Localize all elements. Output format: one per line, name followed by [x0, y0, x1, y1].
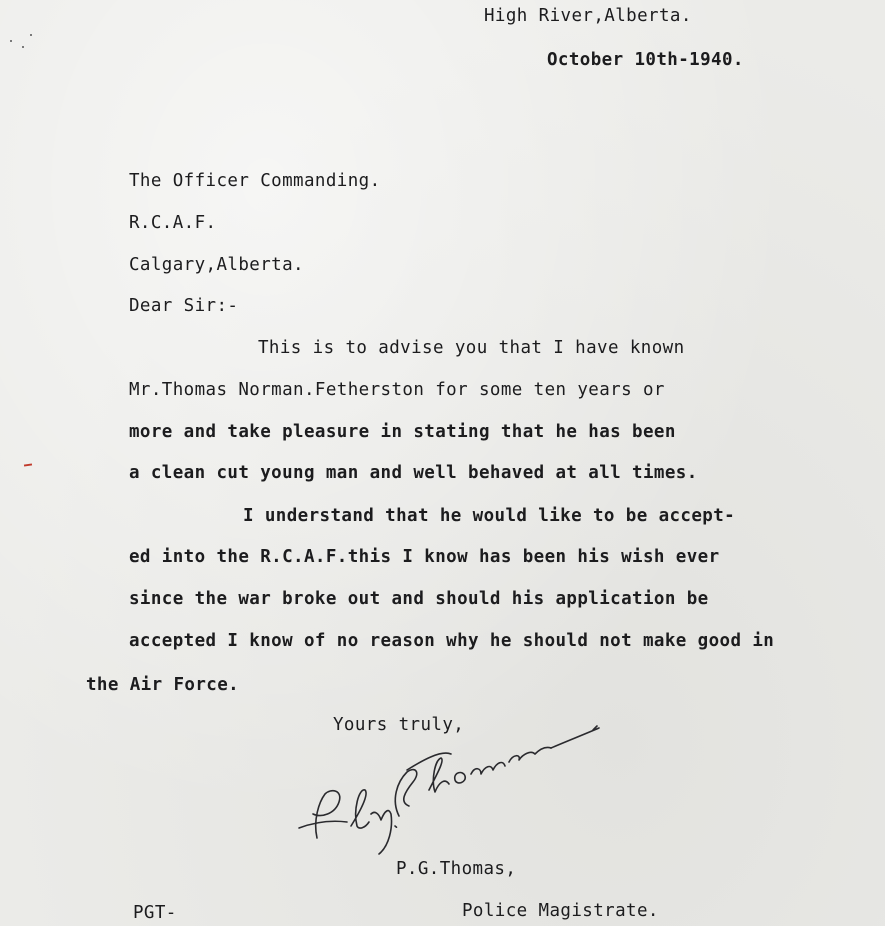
letter-place: High River,Alberta.	[484, 6, 692, 26]
recipient-line-2: R.C.A.F.	[129, 213, 217, 233]
recipient-line-1: The Officer Commanding.	[129, 171, 381, 191]
body-line: the Air Force.	[86, 675, 240, 695]
red-mark	[24, 463, 32, 466]
body-line: Mr.Thomas Norman.Fetherston for some ten years or	[129, 380, 665, 400]
signature-image	[295, 710, 615, 860]
signer-name: P.G.Thomas,	[396, 859, 517, 879]
signer-title: Police Magistrate.	[462, 901, 659, 921]
letter-date: October 10th-1940.	[547, 50, 744, 70]
recipient-line-3: Calgary,Alberta.	[129, 255, 304, 275]
body-line: since the war broke out and should his application be	[129, 589, 709, 609]
body-line: ed into the R.C.A.F.this I know has been his wish ever	[129, 547, 720, 567]
paper-speck	[30, 34, 32, 36]
paper-speck	[10, 40, 12, 42]
paper-speck	[22, 46, 24, 48]
closing: Yours truly,	[333, 715, 465, 735]
salutation: Dear Sir:-	[129, 296, 239, 316]
body-line: a clean cut young man and well behaved at all times.	[129, 463, 698, 483]
body-line: This is to advise you that I have known	[258, 338, 685, 358]
typist-initials: PGT-	[133, 903, 177, 923]
body-line: I understand that he would like to be accept-	[243, 506, 736, 526]
body-line: accepted I know of no reason why he should not make good in	[129, 631, 775, 651]
body-line: more and take pleasure in stating that he has been	[129, 422, 676, 442]
